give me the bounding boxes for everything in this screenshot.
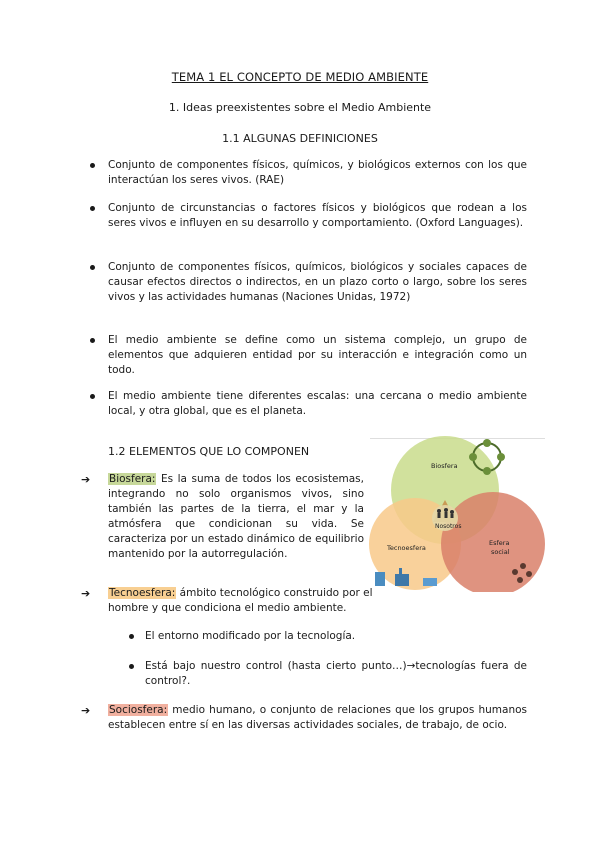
esfera-social-label-1: Esfera [489, 539, 510, 547]
bullet-icon [90, 163, 95, 168]
definition-text: Conjunto de componentes físicos, químicos, y biológicos externos con los que interactúan los seres vivos. (RAE) [108, 159, 527, 186]
page-title: TEMA 1 EL CONCEPTO DE MEDIO AMBIENTE [171, 70, 429, 84]
tecnoesfera-description: ámbito tecnológico construido por el hombre y que condiciona el medio ambiente. [108, 587, 373, 614]
tecno-sub-text: Está bajo nuestro control (hasta cierto punto…)→tecnologías fuera de control?. [145, 660, 527, 687]
definition-text: Conjunto de circunstancias o factores físicos y biológicos que rodean a los seres vivos e influyen en su desarrollo y comportamiento. (Oxford Languages). [108, 202, 527, 229]
definition-item [108, 333, 527, 378]
tecno-sub-item [145, 659, 527, 689]
sociosfera-description: medio humano, o conjunto de relaciones que los grupos humanos establecen entre sí en las diversas actividades sociales, de trabajo, de ocio. [108, 704, 527, 731]
tecno-sub-text: El entorno modificado por la tecnología. [145, 630, 356, 642]
arrow-right-icon: ➔ [81, 587, 91, 600]
definition-item [108, 389, 527, 419]
biosfera-label: Biosfera [431, 462, 458, 470]
section-heading-definitions: 1.1 ALGUNAS DEFINICIONES [222, 132, 378, 145]
tecno-sub-item [145, 629, 527, 644]
sociosfera-term: Sociosfera: [109, 704, 168, 716]
subtitle: 1. Ideas preexistentes sobre el Medio Ambiente [168, 101, 432, 114]
definition-item [108, 158, 527, 188]
definition-text: Conjunto de componentes físicos, químicos, biológicos y sociales capaces de causar efectos directos o indirectos, en un plazo corto o largo, sobre los seres vivos y las actividades humanas (Naciones Unidas, 1972) [108, 261, 527, 303]
tecnoesfera-label: Tecnoesfera [387, 544, 426, 552]
sociosfera-item [81, 703, 527, 733]
nosotros-label: Nosotros [435, 523, 462, 530]
biosfera-term: Biosfera: [109, 473, 156, 485]
definition-text: El medio ambiente tiene diferentes escalas: una cercana o medio ambiente local, y otra global, que es el planeta. [108, 390, 527, 417]
biosfera-description: Es la suma de todos los ecosistemas, integrando no solo organismos vivos, sino también las partes de la tierra, el mar y la atmósfera que condicionan su vida. Se caracteriza por un estado dinámico de equilibrio mantenido por la autorregulación. [108, 473, 364, 560]
definition-item [108, 260, 527, 305]
spheres-venn-diagram [365, 432, 550, 592]
definition-text: El medio ambiente se define como un sistema complejo, un grupo de elementos que adquieren entidad por su interacción e integración como un todo. [108, 334, 527, 376]
definition-item [108, 201, 527, 231]
bullet-icon [90, 206, 95, 211]
bullet-icon [129, 634, 134, 639]
arrow-right-icon: ➔ [81, 704, 91, 717]
biosfera-item [81, 472, 364, 562]
bullet-icon [90, 265, 95, 270]
bullet-icon [90, 338, 95, 343]
tecnoesfera-item [81, 586, 408, 616]
bullet-icon [129, 664, 134, 669]
tecnoesfera-term: Tecnoesfera: [109, 587, 176, 599]
esfera-social-label-2: social [491, 548, 510, 556]
bullet-icon [90, 394, 95, 399]
section-heading-elements: 1.2 ELEMENTOS QUE LO COMPONEN [108, 445, 310, 458]
arrow-right-icon: ➔ [81, 473, 91, 486]
